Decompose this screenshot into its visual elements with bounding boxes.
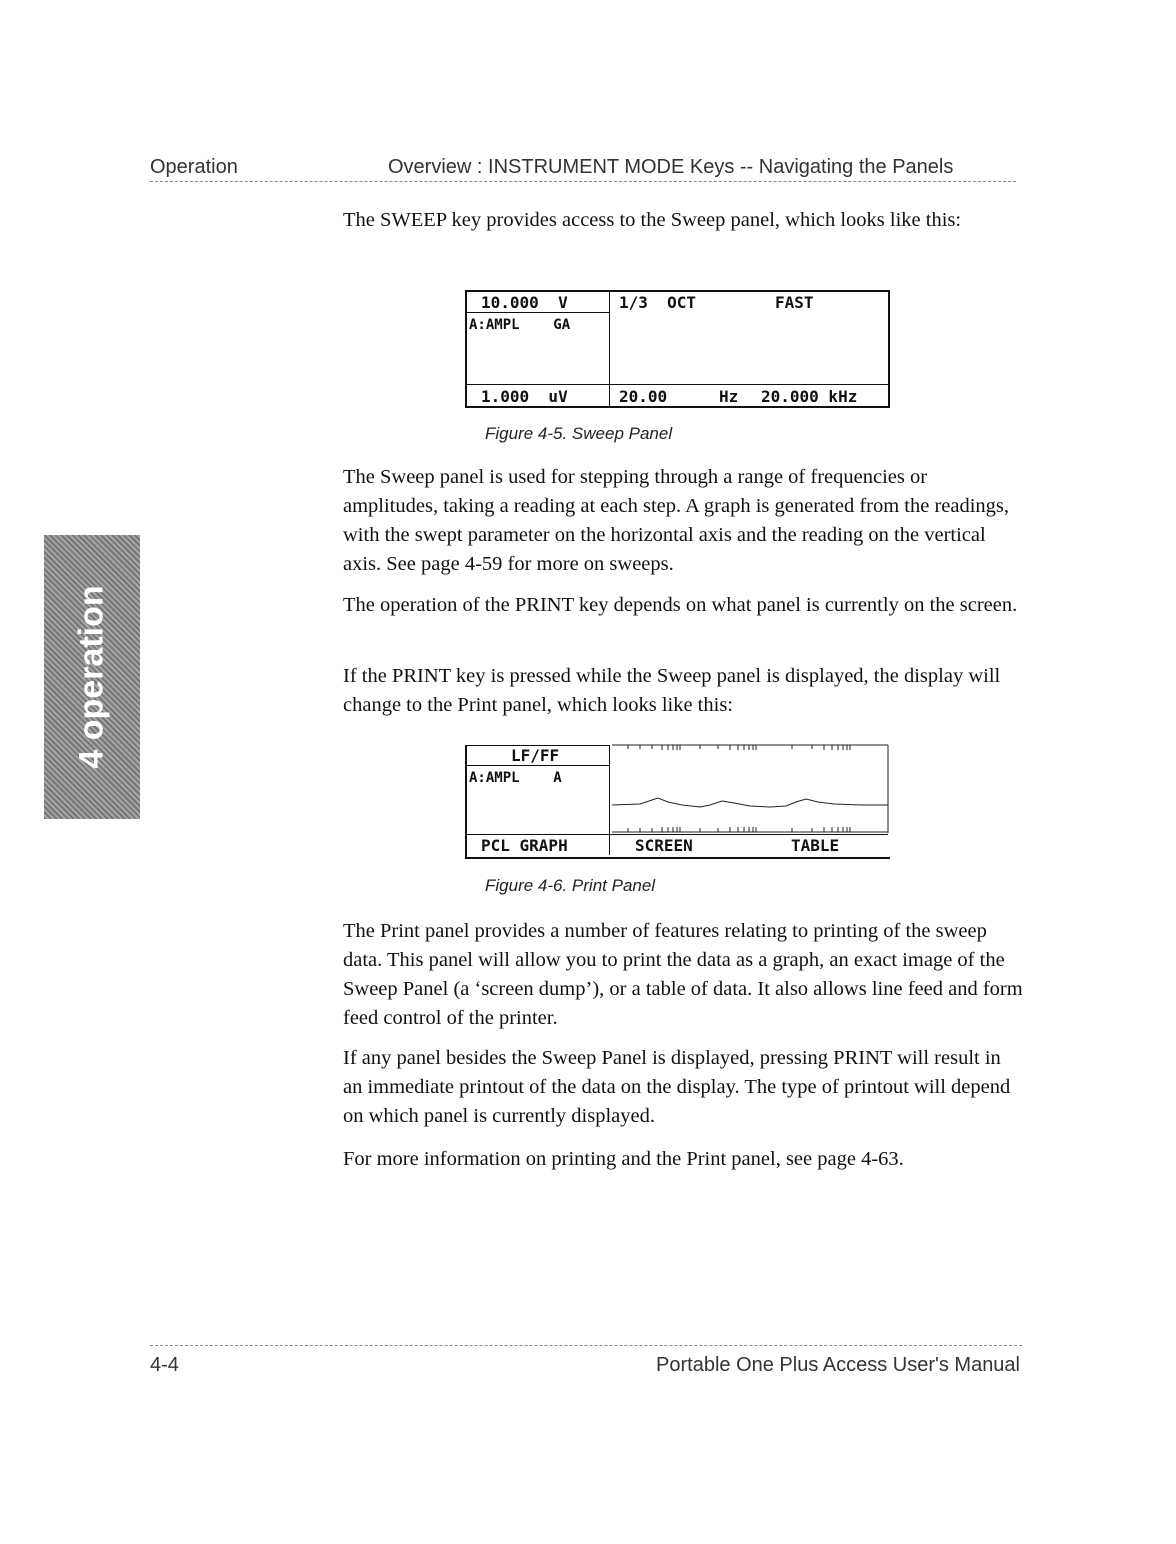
- sweep-start-unit: Hz: [719, 387, 739, 406]
- sweep-step-readout: 1/3 OCT: [619, 293, 697, 312]
- print-screen-option: SCREEN: [635, 836, 693, 855]
- running-header-title: Overview : INSTRUMENT MODE Keys -- Navigating the Panels: [388, 156, 954, 178]
- figure-caption-print: Figure 4-6. Print Panel: [485, 876, 656, 895]
- paragraph-sweep-description: The Sweep panel is used for stepping through a range of frequencies or amplitudes, taking a reading at each step. A graph is generated from the readings, with the swept parameter on the horizontal axis and the reading on the vertical axis. See page 4-59 for more on sweeps.: [343, 466, 1010, 575]
- panel-divider: [467, 384, 888, 385]
- paragraph-sweep-intro: The SWEEP key provides access to the Sweep panel, which looks like this:: [343, 209, 962, 231]
- print-linefeed-formfeed: LF/FF: [511, 746, 560, 765]
- print-panel-figure: [465, 745, 890, 859]
- footer-rule: [150, 1345, 1022, 1346]
- sweep-bottom-left-value: 1.000 uV: [481, 387, 568, 406]
- sweep-stop-value: 20.000 kHz: [761, 387, 858, 406]
- paragraph-more-information: For more information on printing and the Print panel, see page 4-63.: [343, 1148, 904, 1170]
- print-table-option: TABLE: [791, 836, 840, 855]
- print-panel-graph: [610, 743, 890, 835]
- panel-divider: [467, 765, 609, 766]
- footer-page-number: 4-4: [150, 1354, 179, 1376]
- paragraph-print-key: The operation of the PRINT key depends on what panel is currently on the screen.: [343, 594, 1018, 616]
- sweep-function-readout: A:AMPL GA: [469, 317, 571, 333]
- print-pcl-graph-option: PCL GRAPH: [481, 836, 568, 855]
- print-function-readout: A:AMPL A: [469, 770, 562, 786]
- sweep-speed-readout: FAST: [775, 293, 814, 312]
- footer-manual-title: Portable One Plus Access User's Manual: [656, 1354, 1020, 1376]
- header-rule: [150, 181, 1016, 182]
- chapter-thumb-tab: [44, 535, 140, 819]
- paragraph-print-panel-features: The Print panel provides a number of features relating to printing of the sweep data. This panel will allow you to print the data as a graph, an exact image of the Sweep Panel (a ‘screen dump’), or a table of data. It also allows line feed and form feed control of the printer.: [343, 920, 1023, 1029]
- sweep-top-left-value: 10.000 V: [481, 293, 568, 312]
- sweep-start-value: 20.00: [619, 387, 668, 406]
- chapter-tab-label: 4 operation: [72, 585, 111, 769]
- paragraph-print-panel-intro: If the PRINT key is pressed while the Sweep panel is displayed, the display will change to the Print panel, which looks like this:: [343, 665, 1001, 716]
- panel-divider: [609, 292, 610, 406]
- paragraph-immediate-printout: If any panel besides the Sweep Panel is displayed, pressing PRINT will result in an immediate printout of the data on the display. The type of printout will depend on which panel is currently displayed.: [343, 1047, 1011, 1127]
- sweep-panel-figure: [465, 290, 890, 408]
- running-header-section: Operation: [150, 156, 238, 178]
- figure-caption-sweep: Figure 4-5. Sweep Panel: [485, 424, 673, 443]
- panel-divider: [467, 312, 609, 313]
